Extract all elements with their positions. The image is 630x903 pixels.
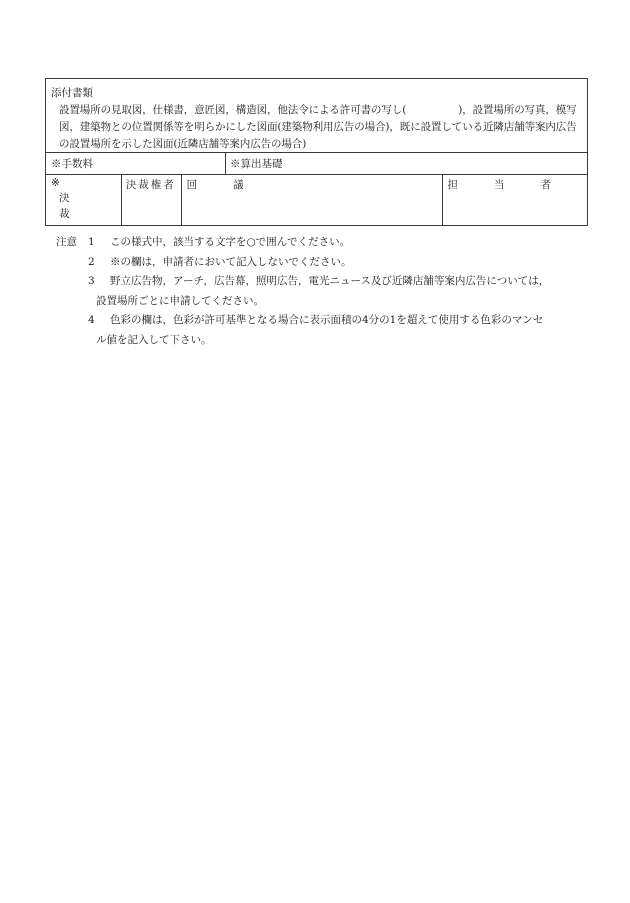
application-form-table <box>45 78 588 226</box>
note-item <box>56 253 586 273</box>
decision-label: 決裁 <box>59 192 94 220</box>
circulation-cell: 回議 <box>182 175 443 225</box>
notes-section <box>56 233 586 350</box>
notes-lead: 注意 <box>56 236 77 248</box>
note-continuation: 設置場所ごとに申請してください。 <box>96 294 264 307</box>
approval-authority-cell: 決裁権者 <box>122 175 182 225</box>
note-item <box>56 311 586 331</box>
note-text: 野立広告物，アーチ，広告幕，照明広告，電光ニュース及び近隣店舗等案内広告については， <box>110 275 550 287</box>
note-text: この様式中，該当する文字を○で囲んでください。 <box>110 236 351 248</box>
note-item <box>56 233 586 253</box>
fee-cell: ※手数料 <box>46 153 226 174</box>
attachments-row <box>46 79 587 153</box>
note-number: 4 <box>88 314 95 326</box>
note-number: 1 <box>88 236 95 248</box>
calculation-basis-cell: ※算出基礎 <box>230 158 283 170</box>
person-in-charge-cell: 担当者 <box>447 179 587 191</box>
note-text: 色彩の欄は，色彩が許可基準となる場合に表示面積の4分の1を超えて使用する色彩のマンセ <box>110 314 544 326</box>
fee-row <box>46 153 587 175</box>
note-number: 3 <box>88 275 95 287</box>
note-number: 2 <box>88 255 95 268</box>
attachments-title: 添付書類 <box>51 87 93 99</box>
note-item <box>56 272 586 292</box>
attachments-body: 設置場所の見取図，仕様書，意匠図，構造図，他法令による許可書の写し( )，設置場所の写真，模写図，建築物との位置関係等を明らかにした図面(建築物利用広告の場合)，既に設置している近隣店舗等案内広告の設置場所を示した図面(近隣店舗等案内広告の場合) <box>59 104 577 150</box>
note-continuation: ル値を記入して下さい。 <box>96 333 212 346</box>
decision-mark: ※ <box>51 177 60 189</box>
approval-row <box>46 175 587 225</box>
decision-cell <box>46 175 122 225</box>
note-text: ※の欄は，申請者において記入しないでください。 <box>110 255 352 268</box>
